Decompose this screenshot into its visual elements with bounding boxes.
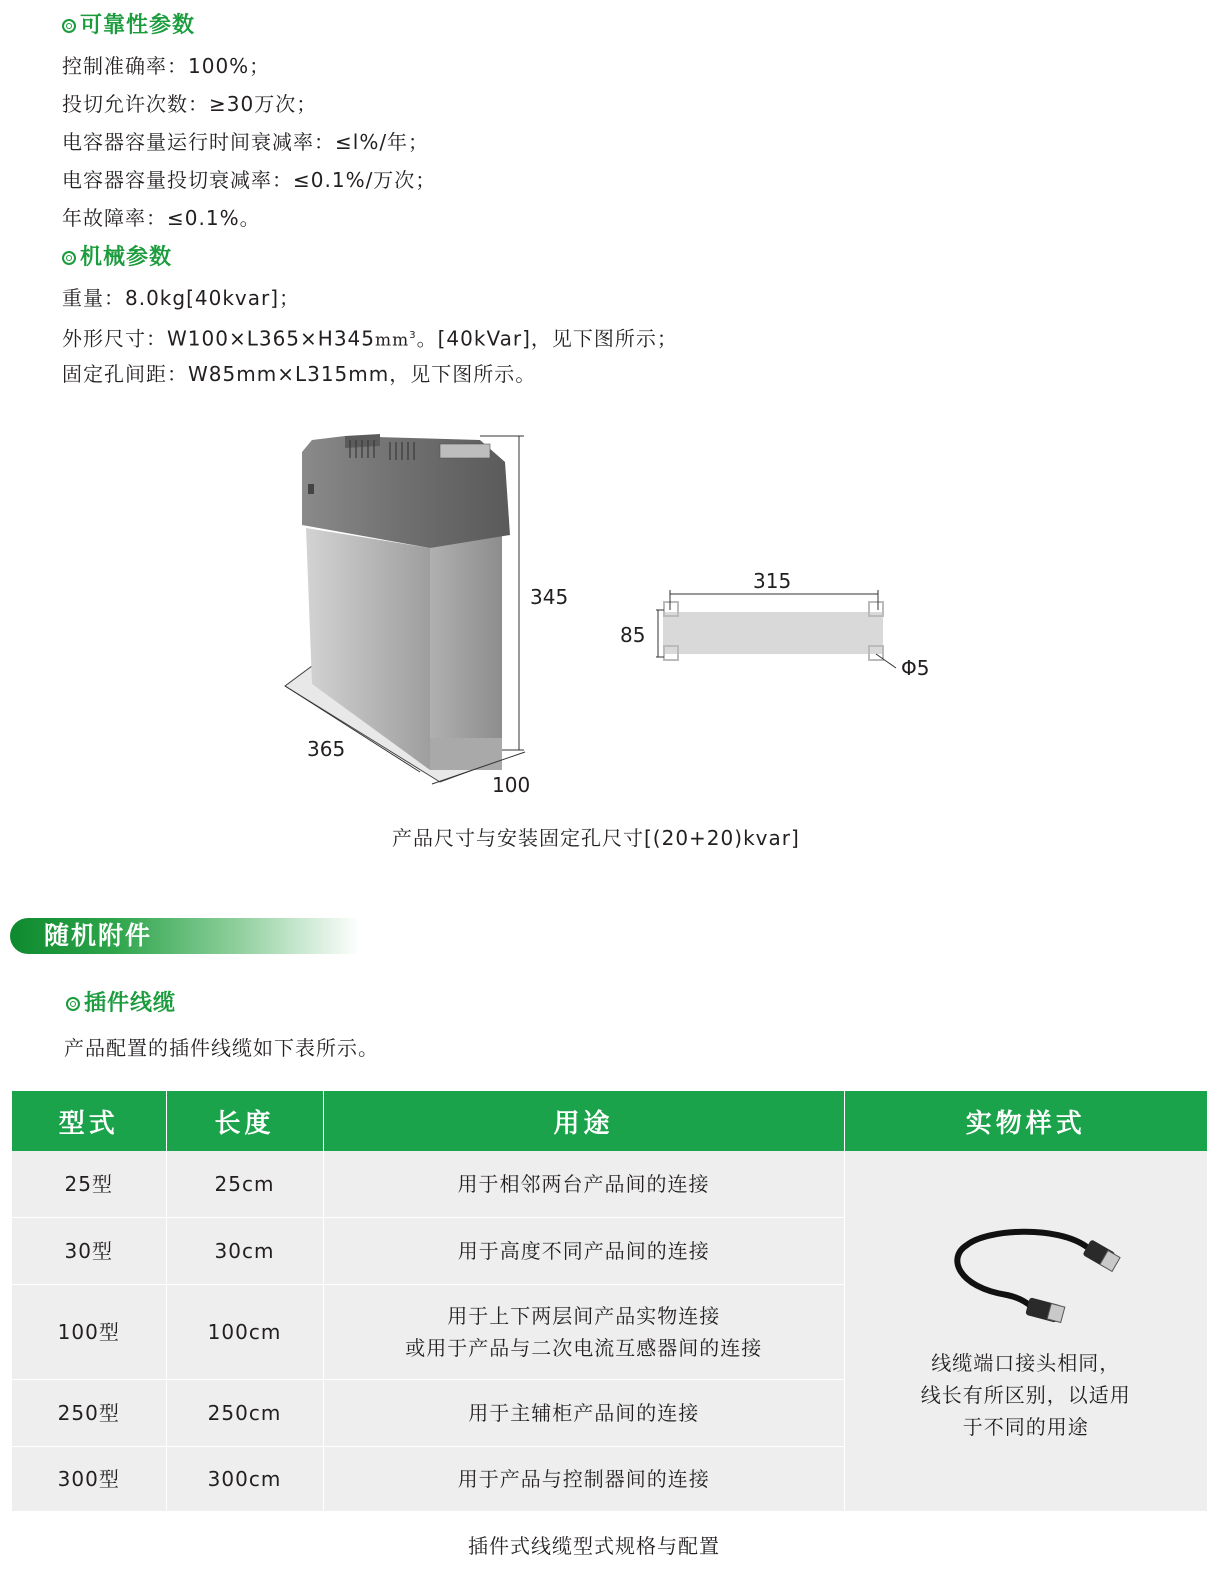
double-circle-icon	[62, 251, 76, 265]
cell-use: 用于产品与控制器间的连接	[323, 1447, 844, 1512]
cell-length: 300cm	[166, 1447, 323, 1512]
cell-length: 250cm	[166, 1380, 323, 1447]
cell-length: 30cm	[166, 1218, 323, 1285]
table-header-row	[12, 1091, 1207, 1151]
dim-length-label: 365	[307, 737, 346, 761]
col-header-sample: 实物样式	[844, 1091, 1207, 1151]
hole-width-label: 85	[620, 623, 646, 647]
cell-length: 25cm	[166, 1151, 323, 1218]
cell-use: 用于高度不同产品间的连接	[323, 1218, 844, 1285]
cell-type: 300型	[12, 1447, 166, 1512]
reliability-line-1: 控制准确率：100%；	[62, 54, 271, 78]
mechanical-line-2: 外形尺寸：$W100\times L365\times H345mm^3$。[40kVar]，见下图所示；	[62, 326, 678, 351]
cable-spec-table	[12, 1091, 1207, 1512]
reliability-line-4: 电容器容量投切衰减率：≤0.1%/万次；	[62, 168, 437, 192]
cell-use: 用于主辅柜产品间的连接	[323, 1380, 844, 1447]
figure-caption: 产品尺寸与安装固定孔尺寸[(20+20)kvar]	[392, 826, 800, 850]
cable-note: 线缆端口接头相同， 线长有所区别，以适用 于不同的用途	[920, 1351, 1131, 1439]
col-header-length: 长度	[166, 1091, 323, 1151]
table-caption: 插件式线缆型式规格与配置	[468, 1534, 720, 1558]
cell-sample	[844, 1151, 1207, 1512]
hole-diameter-label: Φ5	[901, 656, 930, 680]
double-circle-icon	[66, 997, 80, 1011]
mechanical-line-3: 固定孔间距：W85mm×L315mm，见下图所示。	[62, 362, 537, 386]
mechanical-heading: 机械参数	[62, 244, 172, 272]
cable-image	[937, 1217, 1137, 1327]
col-header-use: 用途	[323, 1091, 844, 1151]
dim-width-label: 100	[492, 773, 531, 797]
cell-use: 用于上下两层间产品实物连接 或用于产品与二次电流互感器间的连接	[323, 1285, 844, 1380]
cell-length: 100cm	[166, 1285, 323, 1380]
hole-spacing-label: 315	[753, 569, 792, 593]
capacitor-device-drawing	[285, 434, 510, 782]
mechanical-line-1: 重量：8.0kg[40kvar]；	[62, 286, 301, 310]
cable-heading: 插件线缆	[66, 990, 176, 1018]
cell-type: 25型	[12, 1151, 166, 1218]
reliability-line-3: 电容器容量运行时间衰减率：≤l%/年；	[62, 130, 430, 154]
cable-intro: 产品配置的插件线缆如下表所示。	[64, 1036, 379, 1060]
banner-title: 随机附件	[44, 921, 153, 950]
section-banner	[10, 918, 360, 954]
cell-type: 30型	[12, 1218, 166, 1285]
reliability-line-5: 年故障率：≤0.1%。	[62, 206, 261, 230]
hole-plate-drawing	[656, 590, 896, 668]
product-dimension-figure	[0, 420, 1231, 820]
table-row	[12, 1151, 1207, 1218]
cell-type: 100型	[12, 1285, 166, 1380]
col-header-type: 型式	[12, 1091, 166, 1151]
cell-use: 用于相邻两台产品间的连接	[323, 1151, 844, 1218]
reliability-line-2: 投切允许次数：≥30万次；	[62, 92, 318, 116]
double-circle-icon	[62, 19, 76, 33]
reliability-heading: 可靠性参数	[62, 12, 195, 40]
cell-type: 250型	[12, 1380, 166, 1447]
dim-height-label: 345	[530, 585, 569, 609]
